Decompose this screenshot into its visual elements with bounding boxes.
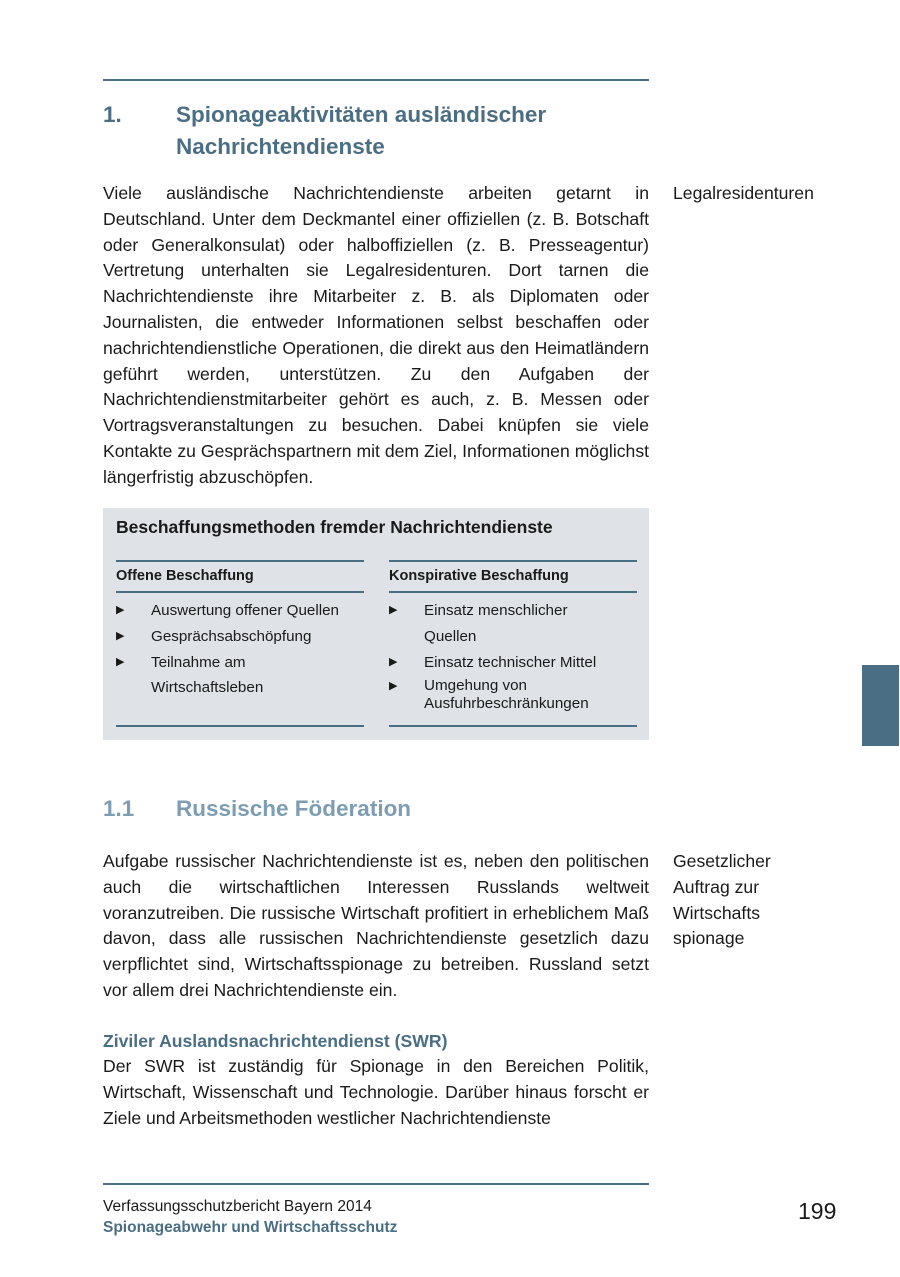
- subsection-title: Russische Föderation: [176, 796, 412, 821]
- column-bottom-rule: [389, 725, 637, 727]
- margin-note-legal-mandate: Gesetzlicher Auftrag zur Wirtschafts spionage: [673, 851, 771, 949]
- list-item: ▶ Gesprächsabschöpfung: [116, 624, 364, 650]
- list-item: ▶ Teilnahme am Wirtschaftsleben: [116, 650, 336, 702]
- bullet-arrow-icon: ▶: [389, 655, 398, 668]
- list-item: ▶ Einsatz menschlicher Quellen: [389, 598, 589, 650]
- page-number: 199: [798, 1198, 837, 1224]
- swr-paragraph: Der SWR ist zuständig für Spionage in den Bereichen Politik, Wirtschaft, Wissenschaft und Technologie. Darüber hinaus forscht er Ziele und Arbeitsmethoden westlicher Nachrichtendienste: [103, 1056, 649, 1128]
- section-title: Spionageaktivitäten ausländischer Nachrichtendienste: [176, 102, 547, 159]
- bullet-arrow-icon: ▶: [389, 604, 398, 616]
- open-procurement-list: [116, 593, 364, 701]
- chapter-tab-marker: [862, 665, 899, 746]
- margin-note-legalresidenturen: Legalresidenturen: [673, 183, 814, 203]
- top-rule: [103, 79, 649, 81]
- info-box-title: Beschaffungsmethoden fremder Nachrichtendienste: [116, 517, 553, 537]
- subsection-number: 1.1: [103, 796, 135, 821]
- open-procurement-column: [116, 560, 364, 701]
- footer-chapter: Spionageabwehr und Wirtschaftsschutz: [103, 1219, 398, 1236]
- list-item: ▶ Einsatz technischer Mittel: [389, 650, 637, 676]
- covert-procurement-heading: Konspirative Beschaffung: [389, 568, 569, 584]
- bullet-arrow-icon: ▶: [116, 604, 125, 616]
- section-number: 1.: [103, 102, 122, 127]
- footer-publication: Verfassungsschutzbericht Bayern 2014: [103, 1198, 372, 1215]
- bullet-arrow-icon: ▶: [116, 629, 125, 642]
- column-bottom-rule: [116, 725, 364, 727]
- open-procurement-heading: Offene Beschaffung: [116, 568, 254, 584]
- footer-rule: [103, 1183, 649, 1185]
- swr-heading: Ziviler Auslandsnachrichtendienst (SWR): [103, 1031, 448, 1051]
- covert-procurement-column: [389, 560, 637, 713]
- russia-paragraph: Aufgabe russischer Nachrichtendienste ist es, neben den politischen auch die wirtschaftlichen Interessen Russlands weltweit voranzutreiben. Die russische Wirtschaft profitiert in erheblichem Maß davon, dass alle russischen Nachrichtendienste gesetzlich dazu verpflichtet sind, Wirtschaftsspionage zu betreiben. Russland setzt vor allem drei Nachrichtendienste ein.: [103, 851, 649, 1000]
- list-item: ▶ Umgehung von Ausfuhrbeschränkungen: [389, 677, 589, 713]
- bullet-arrow-icon: ▶: [389, 680, 398, 693]
- info-box: [103, 508, 649, 740]
- list-item: ▶ Auswertung offener Quellen: [116, 598, 364, 624]
- bullet-arrow-icon: ▶: [116, 655, 125, 668]
- covert-procurement-list: [389, 593, 637, 713]
- intro-paragraph: Viele ausländische Nachrichtendienste arbeiten getarnt in Deutschland. Unter dem Deckmantel einer offiziellen (z. B. Botschaft oder Generalkonsulat) oder halboffiziellen (z. B. Presseagentur) Vertretung unterhalten sie Legalresidenturen. Dort tarnen die Nachrichtendienste ihre Mitarbeiter z. B. als Diplomaten oder Journalisten, die entweder Informationen selbst beschaffen oder nachrichtendienstliche Operationen, die direkt aus den Heimatländern geführt werden, unterstützen. Zu den Aufgaben der Nachrichtendienstmitarbeiter gehört es auch, z. B. Messen oder Vortragsveranstaltungen zu besuchen. Dabei knüpfen sie viele Kontakte zu Gesprächspartnern mit dem Ziel, Informationen möglichst längerfristig abzuschöpfen.: [103, 183, 649, 487]
